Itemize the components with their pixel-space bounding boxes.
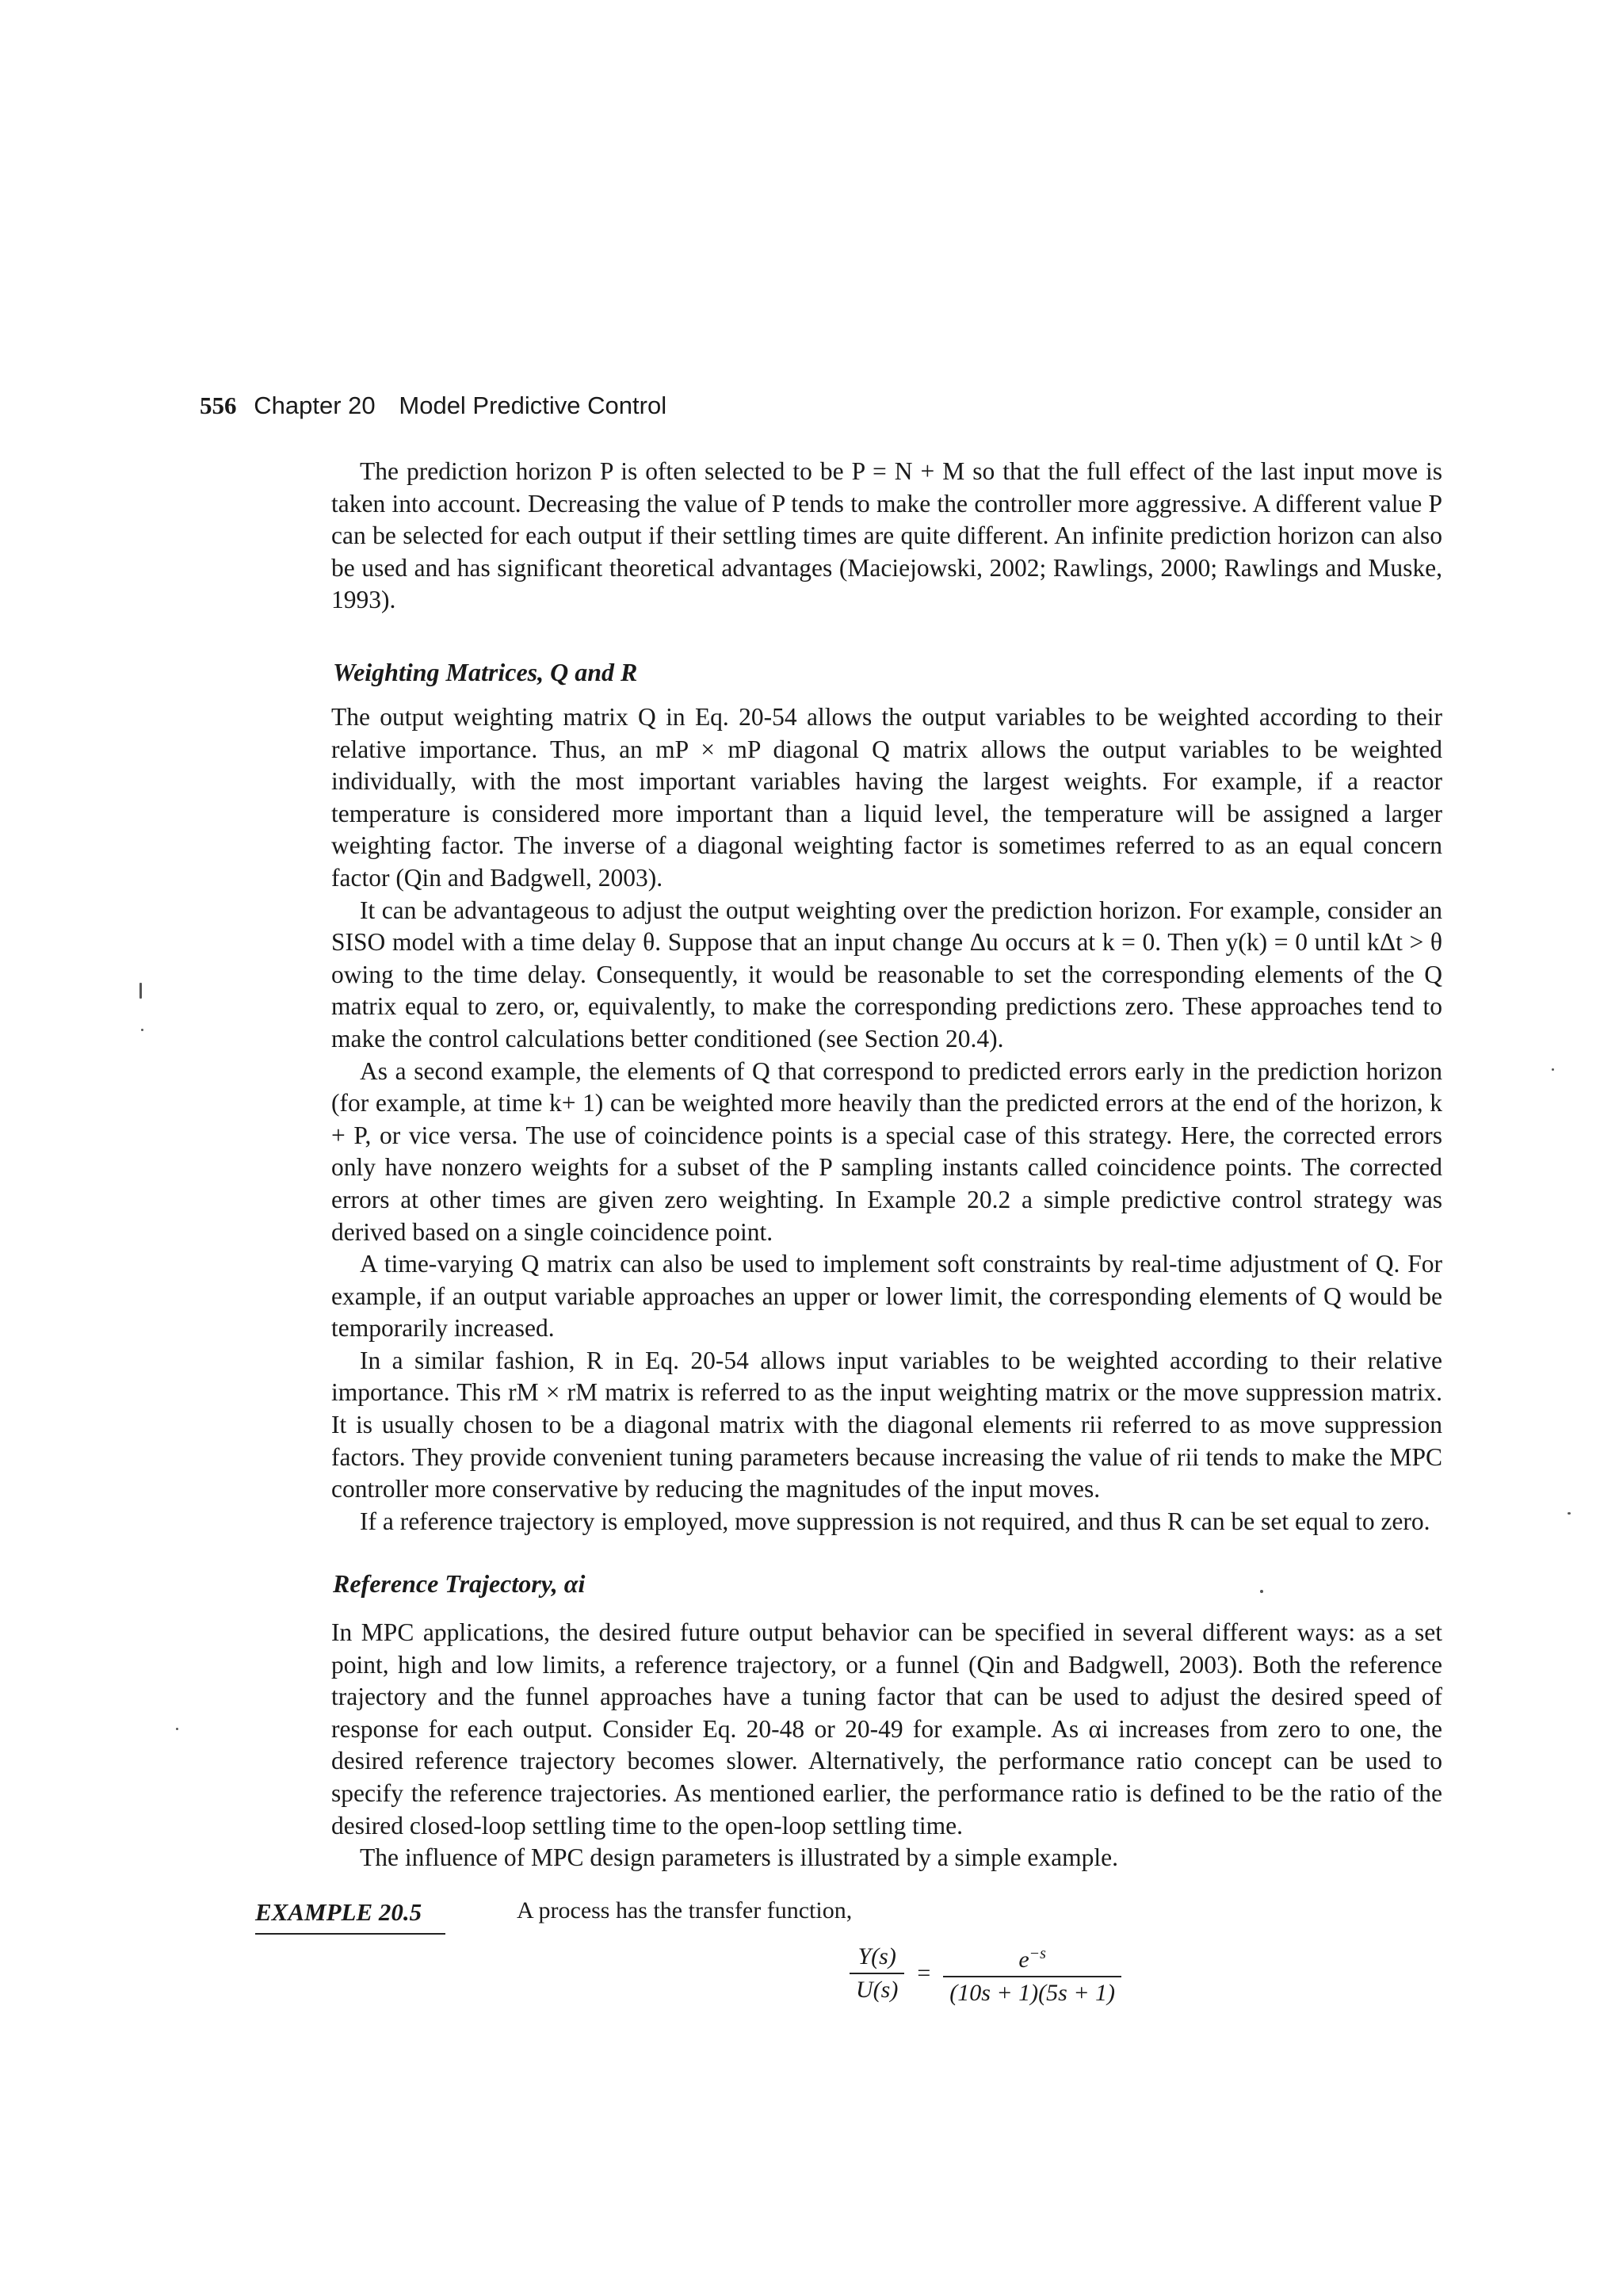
lhs-numerator: Y(s) (857, 1943, 896, 1969)
chapter-label: Chapter 20 (254, 392, 376, 419)
equals-sign: = (917, 1960, 931, 1986)
reference-block (331, 1617, 1442, 1874)
weighting-paragraph-5: In a similar fashion, R in Eq. 20-54 allows input variables to be weighted according to their relative importance. This rM × rM matrix is referred to as the input weighting matrix or the move suppression matrix. It is usually chosen to be a diagonal matrix with the diagonal elements rii referred to as move suppression factors. They provide convenient tuning parameters because increasing the value of rii tends to make the MPC controller more conservative by reducing the magnitudes of the input moves. (331, 1346, 1442, 1503)
rhs-numerator-exponent: −s (1029, 1945, 1046, 1962)
scan-mark (176, 1728, 178, 1730)
transfer-function-equation (850, 1940, 1121, 2007)
reference-paragraph-2: The influence of MPC design parameters is illustrated by a simple example. (360, 1843, 1118, 1872)
scan-mark (1568, 1512, 1571, 1515)
scan-mark (141, 1029, 143, 1031)
section-heading-reference: Reference Trajectory, αi (333, 1569, 586, 1598)
intro-paragraph: The prediction horizon P is often selected to be P = N + M so that the full effect of the last input move is taken into account. Decreasing the value of P tends to make the controller more aggressive. A different value P can be selected for each output if their settling times are quite different. An infinite prediction horizon can also be used and has significant theoretical advantages (Maciejowski, 2002; Rawlings, 2000; Rawlings and Muske, 1993). (331, 457, 1442, 614)
example-label: EXAMPLE 20.5 (255, 1897, 445, 1935)
lhs-denominator: U(s) (850, 1973, 904, 2004)
weighting-paragraph-3: As a second example, the elements of Q that correspond to predicted errors early in the prediction horizon (for example, at time k+ 1) can be weighted more heavily than the predicted errors at the end of the horizon, k + P, or vice versa. The use of coincidence points is a special case of this strategy. Here, the corrected errors only have nonzero weights for a subset of the P sampling instants called coincidence points. The corrected errors at other times are given zero weighting. In Example 20.2 a simple predictive control strategy was derived based on a single coincidence point. (331, 1056, 1442, 1246)
intro-block (331, 456, 1442, 617)
scan-mark (139, 983, 142, 999)
example-text: A process has the transfer function, (517, 1897, 853, 1924)
page-number: 556 (200, 392, 237, 419)
equation-rhs-fraction (943, 1940, 1121, 2007)
rhs-denominator: (10s + 1)(5s + 1) (943, 1976, 1121, 2007)
scan-mark (1260, 1590, 1263, 1593)
weighting-paragraph-1: The output weighting matrix Q in Eq. 20-54 allows the output variables to be weighted according to their relative importance. Thus, an mP × mP diagonal Q matrix allows the output variables to be weighted individually, with the most important variables having the largest weights. For example, if a reactor temperature is considered more important than a liquid level, the temperature will be assigned a larger weighting factor. The inverse of a diagonal weighting factor is sometimes referred to as an equal concern factor (Qin and Badgwell, 2003). (331, 703, 1442, 892)
weighting-paragraph-2: It can be advantageous to adjust the output weighting over the prediction horizon. For example, consider an SISO model with a time delay θ. Suppose that an input change Δu occurs at k = 0. Then y(k) = 0 until kΔt > θ owing to the time delay. Consequently, it would be reasonable to set the corresponding elements of the Q matrix equal to zero, or, equivalently, to make the corresponding predictions zero. These approaches tend to make the control calculations better conditioned (see Section 20.4). (331, 896, 1442, 1052)
weighting-paragraph-4: A time-varying Q matrix can also be used to implement soft constraints by real-time adjustment of Q. For example, if an output variable approaches an upper or lower limit, the corresponding elements of Q would be temporarily increased. (331, 1250, 1442, 1343)
rhs-numerator (1012, 1940, 1052, 1976)
running-header (200, 390, 666, 422)
scan-mark (1552, 1068, 1554, 1071)
reference-paragraph-1: In MPC applications, the desired future output behavior can be specified in several different ways: as a set point, high and low limits, a reference trajectory, or a funnel (Qin and Badgwell, 2003). Both the reference trajectory and the funnel approaches have a tuning factor that can be used to adjust the desired speed of response for each output. Consider Eq. 20-48 or 20-49 for example. As αi increases from zero to one, the desired reference trajectory becomes slower. Alternatively, the performance ratio concept can be used to specify the reference trajectories. As mentioned earlier, the performance ratio is defined to be the ratio of the desired closed-loop settling time to the open-loop settling time. (331, 1618, 1442, 1839)
equation-lhs-fraction (850, 1943, 904, 2004)
rhs-numerator-base: e (1018, 1946, 1029, 1973)
chapter-title: Model Predictive Control (399, 392, 667, 419)
weighting-block (331, 701, 1442, 1538)
weighting-paragraph-6: If a reference trajectory is employed, move suppression is not required, and thus R can be set equal to zero. (360, 1507, 1430, 1535)
section-heading-weighting: Weighting Matrices, Q and R (333, 658, 638, 686)
